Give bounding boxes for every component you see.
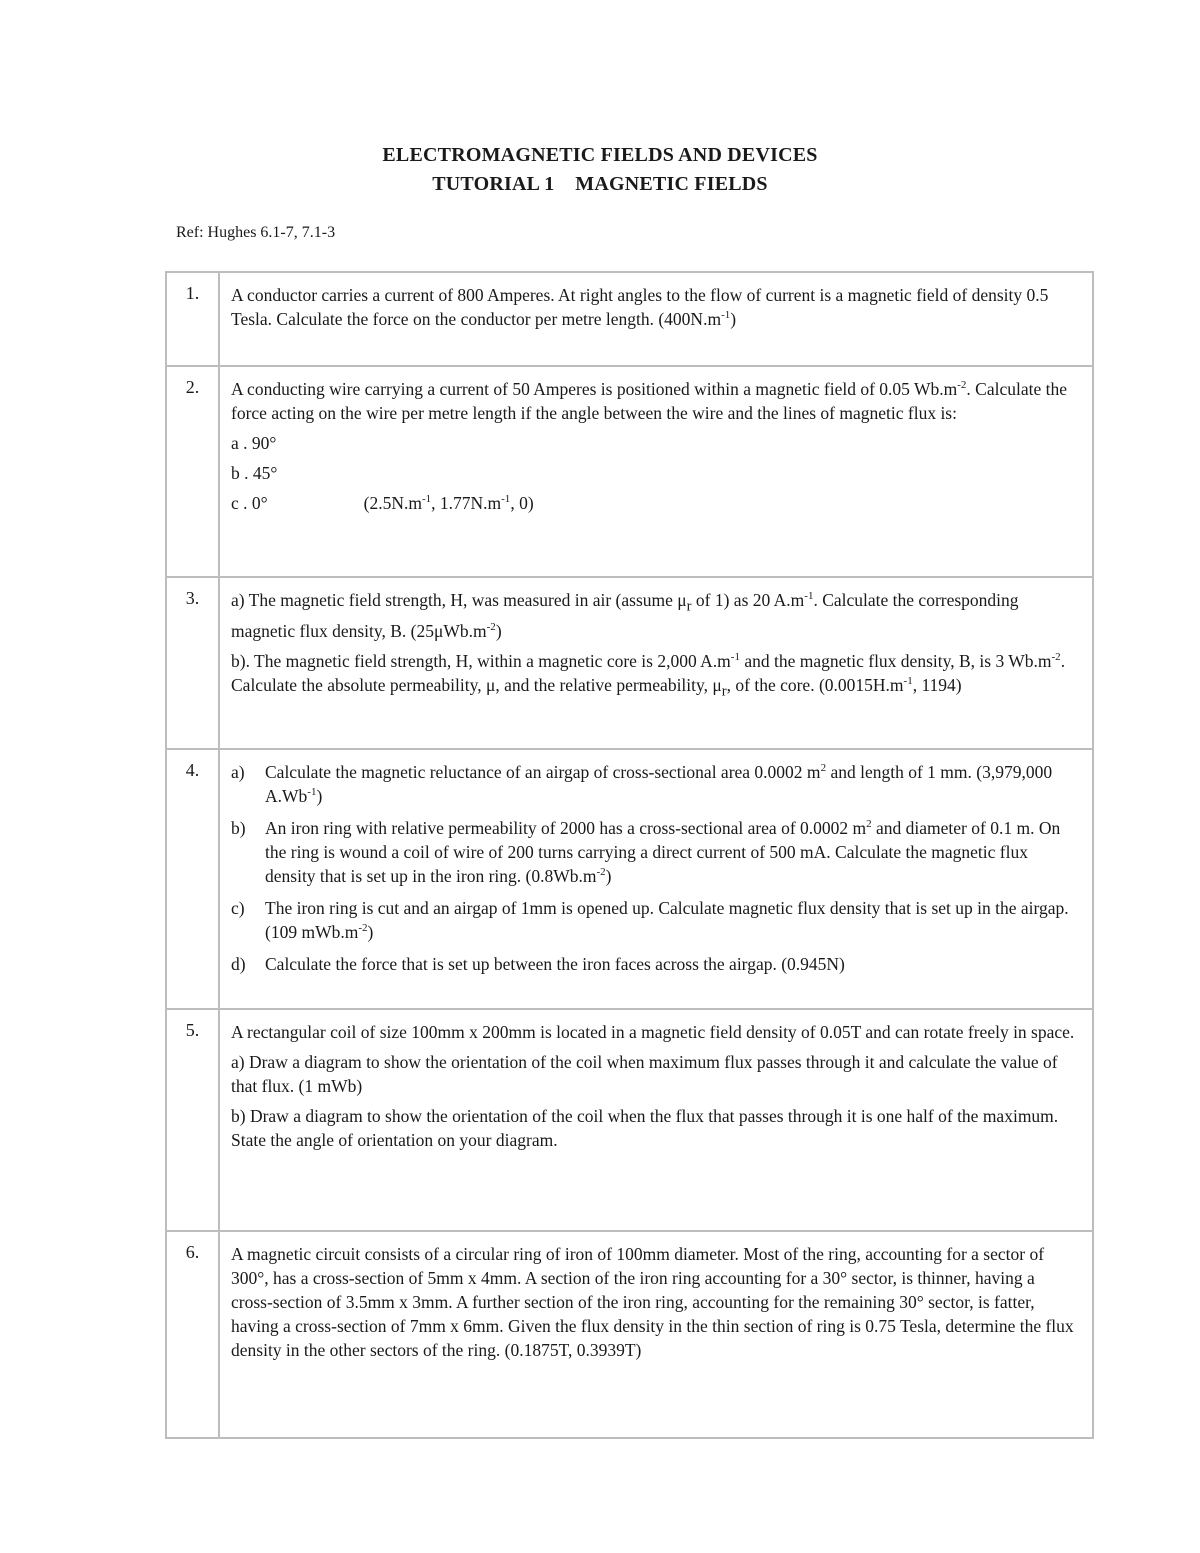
question-row-4 [166, 749, 1093, 1009]
part-c: c) The iron ring is cut and an airgap of 1mm is opened up. Calculate magnetic flux density that is set up in the airgap. (109 $mWb.m^{-2}$) [231, 898, 1069, 942]
question-row-1 [166, 272, 1093, 366]
tutorial-title: TUTORIAL 1 MAGNETIC FIELDS [432, 173, 768, 195]
questions-table [165, 271, 1094, 1439]
part-a: a) Draw a diagram to show the orientation of the coil when maximum flux passes through it and calculate the value of that flux. (1 mWb) [231, 1052, 1058, 1096]
question-body: A conducting wire carrying a current of 50 Amperes is positioned within a magnetic field of 0.05 $Wb.m^{-2}$. Calculate the force acting on the wire per metre length if the angle between the wire and the lines of magnetic flux is: a . 90° b . 45° c . 0° ($2.5N.m^{-1}$, $1.77N.m^{-1}$, 0) [219, 366, 1093, 577]
option-a: a . 90° [231, 433, 277, 453]
question-body: A magnetic circuit consists of a circular ring of iron of 100mm diameter. Most of the ring, accounting for a sector of 300°, has a cross-section of 5mm x 4mm. A section of the iron ring accounting for a 30° sector, is thinner, having a cross-section of 3.5mm x 3mm. A further section of the iron ring, accounting for the remaining 30° sector, is fatter, having a cross-section of 7mm x 6mm. Given the flux density in the thin section of ring is 0.75 Tesla, determine the flux density in the other sectors of the ring. (0.1875T, 0.3939T) [219, 1231, 1093, 1438]
part-d: d) Calculate the force that is set up between the iron faces across the airgap. (0.945N) [231, 954, 845, 974]
question-row-2 [166, 366, 1093, 577]
part-b: b) An iron ring with relative permeability of 2000 has a cross-sectional area of 0.0002 $m^2$ and diameter of 0.1 m. On the ring is wound a coil of wire of 200 turns carrying a direct current of 500 mA. Calculate the magnetic flux density that is set up in the iron ring. $(0.8Wb.m^{-2})$ [231, 818, 1061, 886]
question-number: 2. [166, 366, 219, 577]
option-c: c . 0° ($2.5N.m^{-1}$, $1.77N.m^{-1}$, 0) [231, 493, 534, 513]
part-a: a) Calculate the magnetic reluctance of an airgap of cross-sectional area 0.0002 $m^2$ and length of 1 mm. (3,979,000 $A.Wb^{-1}$) [231, 762, 1053, 806]
question-body [219, 749, 1093, 1009]
reference-line: Ref: Hughes 6.1-7, 7.1-3 [176, 224, 336, 241]
question-body [219, 577, 1093, 749]
question-number: 4. [166, 749, 219, 1009]
question-body: A rectangular coil of size 100mm x 200mm is located in a magnetic field density of 0.05T and can rotate freely in space. a) Draw a diagram to show the orientation of the coil when maximum flux passes through it and calculate the value of that flux. (1 mWb) b) Draw a diagram to show the orientation of the coil when the flux that passes through it is one half of the maximum. State the angle of orientation on your diagram. [219, 1009, 1093, 1231]
question-number: 6. [166, 1231, 219, 1438]
question-number: 1. [166, 272, 219, 366]
part-a: a) The magnetic field strength, H, was measured in air (assume $\mu_r$ of 1) as 20 $A.m^{-1}$. Calculate the corresponding magnetic flux density, B. $(25\mu Wb.m^{-2})$ [231, 590, 1019, 641]
question-number: 5. [166, 1009, 219, 1231]
question-row-5 [166, 1009, 1093, 1231]
document-title: ELECTROMAGNETIC FIELDS AND DEVICES [382, 144, 818, 166]
question-body: A conductor carries a current of 800 Amperes. At right angles to the flow of current is a magnetic field of density 0.5 Tesla. Calculate the force on the conductor per metre length. $(400N.m^{-1})$ [219, 272, 1093, 366]
part-b: b). The magnetic field strength, H, within a magnetic core is 2,000 $A.m^{-1}$ and the magnetic flux density, B, is 3 $Wb.m^{-2}$. Calculate the absolute permeability, μ, and the relative permeability, $\mu_r$, of the core. ($0.0015H.m^{-1}$, 1194) [231, 650, 1066, 699]
option-b: b . 45° [231, 463, 278, 483]
question-row-6 [166, 1231, 1093, 1438]
question-row-3 [166, 577, 1093, 749]
part-b: b) Draw a diagram to show the orientation of the coil when the flux that passes through it is one half of the maximum. State the angle of orientation on your diagram. [231, 1106, 1059, 1150]
question-number: 3. [166, 577, 219, 749]
